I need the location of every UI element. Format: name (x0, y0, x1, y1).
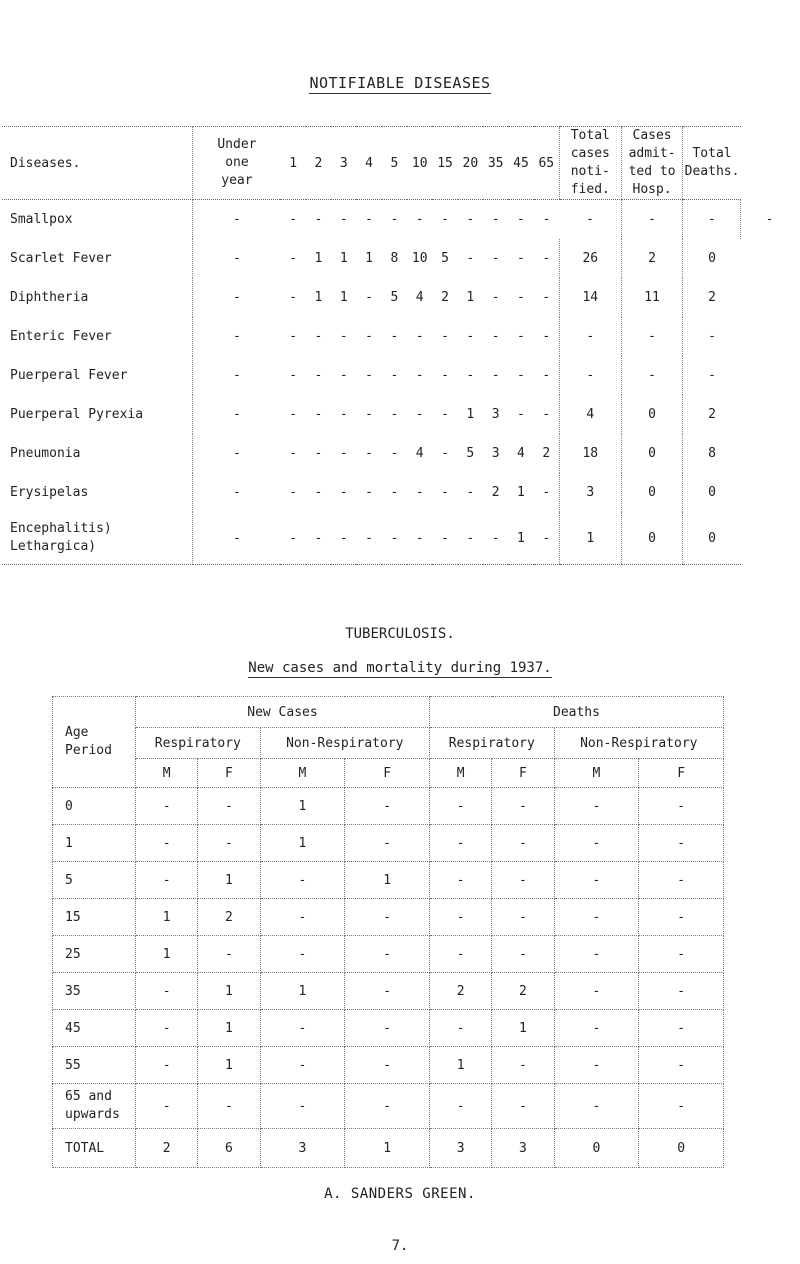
count-value: - (345, 825, 430, 862)
age-value: - (356, 512, 381, 565)
age-value: 3 (491, 446, 500, 461)
age-value: - (466, 251, 475, 266)
age-value: - (314, 368, 323, 383)
age-value: - (365, 368, 373, 383)
age-value: - (491, 329, 500, 344)
age-value: - (289, 290, 298, 305)
header-deaths-respiratory: Respiratory (429, 728, 554, 759)
age-value: - (390, 485, 399, 500)
age-value: - (586, 212, 594, 227)
age-value: - (466, 329, 475, 344)
count-value: - (429, 862, 491, 899)
header-age-10: 10 (407, 127, 432, 200)
count-value: 1 (260, 825, 345, 862)
total-value: 3 (492, 1129, 554, 1168)
age-value: - (289, 251, 298, 266)
age-value: - (441, 212, 449, 227)
age-value: - (314, 212, 323, 227)
count-value: 1 (345, 862, 430, 899)
age-period: 65 and upwards (53, 1084, 136, 1129)
age-value: - (466, 212, 475, 227)
count-value: - (136, 788, 198, 825)
count-value: - (345, 1047, 430, 1084)
age-value: - (491, 212, 500, 227)
header-new-respiratory: Respiratory (136, 728, 261, 759)
age-value: - (314, 329, 323, 344)
tuberculosis-table (52, 696, 724, 1168)
age-value: - (339, 329, 348, 344)
header-male: M (429, 759, 491, 788)
header-female: F (492, 759, 554, 788)
count-value: - (554, 1084, 639, 1129)
count-value: - (639, 1084, 724, 1129)
age-value: - (233, 485, 241, 500)
age-value: 3 (491, 407, 500, 422)
age-value: - (542, 485, 551, 500)
count-value: 1 (260, 788, 345, 825)
count-value: - (492, 936, 554, 973)
count-value: - (554, 825, 639, 862)
count-value: 1 (136, 899, 198, 936)
disease-name: Encephalitis) Lethargica) (2, 512, 193, 565)
count-value: - (639, 936, 724, 973)
age-value: 2 (441, 290, 449, 305)
total-value: 1 (345, 1129, 430, 1168)
age-value: 10 (411, 251, 428, 266)
disease-name: Erysipelas (2, 473, 193, 512)
age-period: 45 (53, 1010, 136, 1047)
age-value: - (390, 329, 399, 344)
table-row (53, 1047, 724, 1084)
header-deaths: Deaths (429, 697, 723, 728)
count-value: - (554, 1047, 639, 1084)
age-value: - (517, 329, 525, 344)
age-value: 2 (542, 446, 551, 461)
total-value: 3 (429, 1129, 491, 1168)
count-value: - (345, 899, 430, 936)
disease-name: Puerperal Pyrexia (2, 395, 193, 434)
header-diseases: Diseases. (2, 127, 193, 200)
total-cases-value: 14 (559, 278, 621, 317)
total-cases-value: 26 (559, 239, 621, 278)
age-value: 1 (339, 251, 348, 266)
age-value: - (365, 407, 373, 422)
notifiable-diseases-table (2, 126, 798, 565)
admitted-value: - (621, 356, 683, 395)
table-row (2, 200, 798, 240)
age-value: - (314, 485, 323, 500)
age-value: 2 (491, 485, 500, 500)
count-value: - (554, 788, 639, 825)
age-value: - (407, 512, 432, 565)
age-value: - (390, 212, 399, 227)
age-value: - (233, 329, 241, 344)
count-value: - (639, 899, 724, 936)
count-value: - (492, 899, 554, 936)
table-row (2, 473, 798, 512)
age-period: 25 (53, 936, 136, 973)
age-value: - (415, 485, 424, 500)
count-value: - (639, 973, 724, 1010)
age-period: 15 (53, 899, 136, 936)
age-value: 5 (441, 251, 449, 266)
header-new-cases: New Cases (136, 697, 430, 728)
age-value: - (441, 329, 449, 344)
age-value: - (534, 512, 560, 565)
header-age-20: 20 (458, 127, 483, 200)
admitted-value: 2 (621, 239, 683, 278)
deaths-value: 0 (683, 473, 741, 512)
count-value: - (492, 862, 554, 899)
table-row (2, 512, 798, 565)
age-value: 5 (466, 446, 475, 461)
count-value: - (345, 788, 430, 825)
age-value: - (466, 368, 475, 383)
age-value: - (280, 512, 305, 565)
table-row (53, 1010, 724, 1047)
age-value: 1 (466, 290, 475, 305)
count-value: 1 (198, 973, 260, 1010)
deaths-value: 0 (683, 239, 741, 278)
admitted-value: 11 (621, 278, 683, 317)
age-value: - (466, 485, 475, 500)
age-value: - (441, 407, 449, 422)
age-value: - (441, 485, 449, 500)
count-value: - (492, 1084, 554, 1129)
age-value: - (365, 446, 373, 461)
age-value: 1 (517, 485, 525, 500)
count-value: - (136, 1010, 198, 1047)
admitted-value: 0 (621, 434, 683, 473)
age-value: - (289, 368, 298, 383)
age-value: - (382, 512, 407, 565)
age-value: - (365, 212, 373, 227)
count-value: - (260, 1047, 345, 1084)
header-age-2: 2 (306, 127, 331, 200)
total-cases-value: - (559, 317, 621, 356)
header-male: M (260, 759, 345, 788)
age-period: 35 (53, 973, 136, 1010)
disease-name: Smallpox (2, 200, 193, 240)
count-value: - (554, 862, 639, 899)
page-title: NOTIFIABLE DISEASES (309, 74, 491, 92)
deaths-value: - (741, 200, 798, 240)
signature: A. SANDERS GREEN. (324, 1186, 476, 1202)
header-age-1: 1 (280, 127, 305, 200)
deaths-value: - (683, 356, 741, 395)
page-number: 7. (391, 1238, 409, 1254)
total-value: 2 (136, 1129, 198, 1168)
count-value: 2 (198, 899, 260, 936)
count-value: - (554, 973, 639, 1010)
age-value: - (339, 446, 348, 461)
header-male: M (554, 759, 639, 788)
age-value: - (233, 368, 241, 383)
header-female: F (345, 759, 430, 788)
table-row (53, 899, 724, 936)
table-row (2, 317, 798, 356)
total-cases-value: - (559, 356, 621, 395)
age-value: 4 (517, 446, 525, 461)
age-value: - (365, 485, 373, 500)
count-value: - (345, 1010, 430, 1047)
table-row (2, 239, 798, 278)
count-value: - (429, 899, 491, 936)
count-value: 1 (198, 1010, 260, 1047)
count-value: - (198, 825, 260, 862)
count-value: - (136, 825, 198, 862)
count-value: - (260, 899, 345, 936)
age-value: 1 (339, 290, 348, 305)
age-value: - (415, 212, 424, 227)
table-row (53, 825, 724, 862)
count-value: - (260, 936, 345, 973)
age-value: - (233, 212, 241, 227)
admitted-value: - (621, 317, 683, 356)
age-value: 4 (415, 446, 424, 461)
age-value: 1 (508, 512, 533, 565)
header-age-5: 5 (382, 127, 407, 200)
count-value: - (198, 936, 260, 973)
age-period: 0 (53, 788, 136, 825)
deaths-value: 2 (683, 278, 741, 317)
age-value: - (415, 407, 424, 422)
count-value: - (429, 936, 491, 973)
total-value: 0 (554, 1129, 639, 1168)
total-value: 6 (198, 1129, 260, 1168)
age-value: - (289, 446, 298, 461)
table-row (53, 1084, 724, 1129)
count-value: - (554, 1010, 639, 1047)
header-total-deaths: Total Deaths. (683, 127, 741, 200)
age-value: - (331, 512, 356, 565)
age-value: - (415, 329, 424, 344)
age-value: - (289, 407, 298, 422)
age-value: - (339, 485, 348, 500)
header-age-period: Age Period (53, 697, 136, 788)
age-value: 1 (365, 251, 373, 266)
count-value: - (492, 825, 554, 862)
total-cases-value: 18 (559, 434, 621, 473)
age-value: - (339, 212, 348, 227)
count-value: - (554, 936, 639, 973)
age-value: 1 (466, 407, 475, 422)
table-row (53, 862, 724, 899)
age-value: - (517, 251, 525, 266)
count-value: - (260, 1010, 345, 1047)
count-value: - (639, 825, 724, 862)
age-value: - (483, 512, 508, 565)
tb-header-row-2 (53, 728, 724, 759)
total-cases-value: 1 (559, 512, 621, 565)
age-value: - (517, 407, 525, 422)
disease-name: Puerperal Fever (2, 356, 193, 395)
count-value: - (260, 862, 345, 899)
count-value: - (639, 1047, 724, 1084)
age-value: 4 (415, 290, 424, 305)
count-value: - (345, 1084, 430, 1129)
header-under-one-year: Under one year (193, 127, 281, 200)
age-value: - (289, 485, 298, 500)
disease-name: Enteric Fever (2, 317, 193, 356)
age-value: - (390, 446, 399, 461)
header-age-65: 65 (534, 127, 560, 200)
count-value: 1 (492, 1010, 554, 1047)
age-value: - (390, 368, 399, 383)
table-row (2, 395, 798, 434)
admitted-value: 0 (621, 512, 683, 565)
total-cases-value: 3 (559, 473, 621, 512)
count-value: - (639, 1010, 724, 1047)
admitted-value: - (683, 200, 741, 240)
header-age-3: 3 (331, 127, 356, 200)
count-value: 1 (198, 1047, 260, 1084)
age-value: 8 (390, 251, 399, 266)
age-value: - (339, 368, 348, 383)
age-value: - (233, 290, 241, 305)
age-value: - (233, 446, 241, 461)
age-value: - (233, 407, 241, 422)
count-value: - (136, 1084, 198, 1129)
admitted-value: 0 (621, 473, 683, 512)
tuberculosis-title: TUBERCULOSIS. (345, 626, 455, 642)
count-value: 1 (198, 862, 260, 899)
table-row (2, 434, 798, 473)
count-value: 2 (429, 973, 491, 1010)
tb-header-row-1 (53, 697, 724, 728)
age-value: 5 (390, 290, 399, 305)
count-value: - (429, 1010, 491, 1047)
count-value: - (345, 936, 430, 973)
deaths-value: - (683, 317, 741, 356)
deaths-value: 0 (683, 512, 741, 565)
age-value: - (491, 251, 500, 266)
age-value: - (542, 212, 551, 227)
count-value: 1 (260, 973, 345, 1010)
header-age-4: 4 (356, 127, 381, 200)
age-period: 55 (53, 1047, 136, 1084)
header-female: F (198, 759, 260, 788)
disease-name: Pneumonia (2, 434, 193, 473)
count-value: 1 (429, 1047, 491, 1084)
header-female: F (639, 759, 724, 788)
count-value: - (429, 825, 491, 862)
table-row (53, 936, 724, 973)
age-value: - (415, 368, 424, 383)
total-row (53, 1129, 724, 1168)
header-total-cases: Total cases noti- fied. (559, 127, 621, 200)
header-age-35: 35 (483, 127, 508, 200)
tb-header-row-3 (53, 759, 724, 788)
header-age-45: 45 (508, 127, 533, 200)
age-value: - (491, 290, 500, 305)
count-value: - (136, 973, 198, 1010)
header-admitted-to-hosp: Cases admit- ted to Hosp. (621, 127, 683, 200)
age-value: - (441, 446, 449, 461)
age-value: - (517, 290, 525, 305)
age-value: - (289, 329, 298, 344)
age-value: - (542, 251, 551, 266)
header-deaths-non-respiratory: Non-Respiratory (554, 728, 723, 759)
total-value: 0 (639, 1129, 724, 1168)
age-value: - (517, 368, 525, 383)
age-value: - (517, 212, 525, 227)
admitted-value: 0 (621, 395, 683, 434)
count-value: - (492, 788, 554, 825)
total-cases-value: - (621, 200, 683, 240)
age-period: 5 (53, 862, 136, 899)
count-value: - (136, 1047, 198, 1084)
count-value: - (345, 973, 430, 1010)
age-value: - (339, 407, 348, 422)
disease-name: Scarlet Fever (2, 239, 193, 278)
total-cases-value: 4 (559, 395, 621, 434)
age-value: - (314, 446, 323, 461)
age-value: - (233, 251, 241, 266)
total-value: 3 (260, 1129, 345, 1168)
count-value: - (198, 1084, 260, 1129)
age-value: - (491, 368, 500, 383)
header-row (2, 127, 798, 200)
table-row (53, 788, 724, 825)
age-value: - (542, 407, 551, 422)
deaths-value: 2 (683, 395, 741, 434)
count-value: - (639, 788, 724, 825)
total-label: TOTAL (53, 1129, 136, 1168)
age-period: 1 (53, 825, 136, 862)
table-row (2, 356, 798, 395)
age-value: - (193, 512, 281, 565)
deaths-value: 8 (683, 434, 741, 473)
age-value: - (542, 329, 551, 344)
count-value: 2 (492, 973, 554, 1010)
header-age-15: 15 (432, 127, 457, 200)
age-value: - (542, 368, 551, 383)
count-value: - (429, 1084, 491, 1129)
age-value: - (542, 290, 551, 305)
age-value: - (432, 512, 457, 565)
age-value: - (441, 368, 449, 383)
age-value: 1 (314, 290, 323, 305)
age-value: - (306, 512, 331, 565)
age-value: - (390, 407, 399, 422)
table-row (2, 278, 798, 317)
age-value: - (365, 290, 373, 305)
header-male: M (136, 759, 198, 788)
age-value: - (314, 407, 323, 422)
age-value: - (365, 329, 373, 344)
age-value: - (458, 512, 483, 565)
count-value: 1 (136, 936, 198, 973)
count-value: - (260, 1084, 345, 1129)
table-row (53, 973, 724, 1010)
disease-name: Diphtheria (2, 278, 193, 317)
count-value: - (492, 1047, 554, 1084)
count-value: - (639, 862, 724, 899)
count-value: - (554, 899, 639, 936)
count-value: - (136, 862, 198, 899)
header-new-non-respiratory: Non-Respiratory (260, 728, 429, 759)
count-value: - (198, 788, 260, 825)
tuberculosis-subtitle: New cases and mortality during 1937. (248, 660, 552, 676)
age-value: - (289, 212, 298, 227)
age-value: 1 (314, 251, 323, 266)
count-value: - (429, 788, 491, 825)
